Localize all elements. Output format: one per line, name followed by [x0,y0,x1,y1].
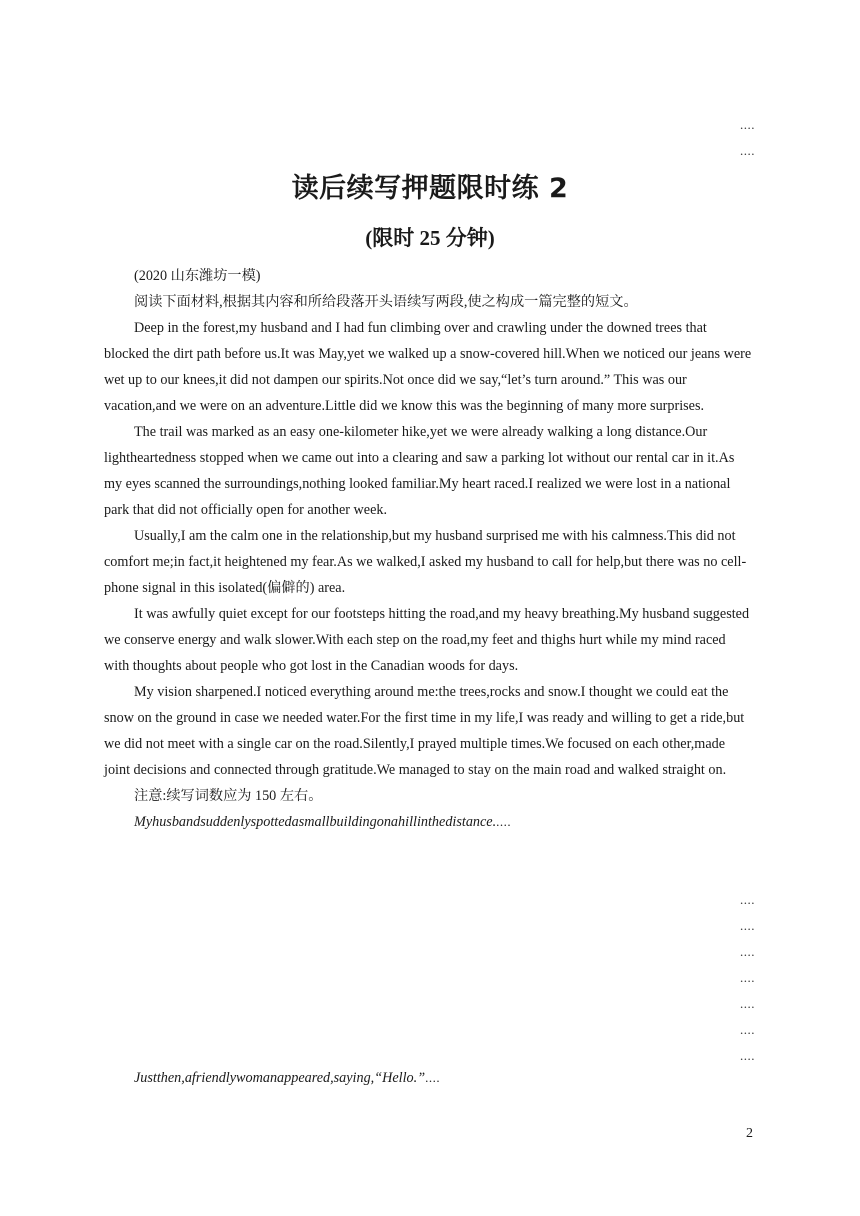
answer-line: .... [740,970,755,985]
word-count-note: 注意:续写词数应为 150 左右。 [134,788,323,804]
paragraph-4: It was awfully quiet except for our footsteps hitting the road,and my heavy breathing.My husband suggested we conserve energy and walk slower.With each step on the road,my feet and thighs hurt while my mind raced with thoughts about people who got lost in the Canadian woods for days. [104,606,750,674]
page-number: 2 [746,1126,753,1141]
top-dots-2: .... [740,143,755,158]
ending-prompt-1 [104,809,754,835]
paragraph-5: My vision sharpened.I noticed everything around me:the trees,rocks and snow.I thought we could eat the snow on the ground in case we needed water.For the first time in my life,I was ready and willing to get a ride,but we did not meet with a single car on the road.Silently,I prayed multiple times.We focused on each other,made joint decisions and connected through gratitude.We managed to stay on the main road and walked straight on. [104,684,745,778]
answer-lines [740,893,755,1075]
source-line: (2020 山东潍坊一模) [134,268,261,284]
answer-line: .... [740,1022,755,1037]
top-dots-1: .... [740,117,755,132]
answer-line: .... [740,944,755,959]
paragraph-3: Usually,I am the calm one in the relationship,but my husband surprised me with his calmness.This did not comfort me;in fact,it heightened my fear.As we walked,I asked my husband to call for help,but there was no cell-phone signal in this isolated(偏僻的) area. [104,528,747,596]
answer-line: .... [740,892,755,907]
answer-line: .... [740,1048,755,1063]
ending-prompt-2-dots: .... [425,1070,441,1085]
ending-prompt-1-dots: .... [496,814,512,829]
ending-prompt-2-text: Justthen,afriendlywomanappeared,saying,“Hello.” [134,1070,426,1086]
page-title: 读后续写押题限时练 2 [291,173,569,204]
ending-prompt-2 [134,1070,440,1087]
ending-prompt-1-text: Myhusbandsuddenlyspottedasmallbuildingonahillinthedistance. [134,814,497,830]
paragraph-1: Deep in the forest,my husband and I had fun climbing over and crawling under the downed trees that blocked the dirt path before us.It was May,yet we walked up a snow-covered hill.When we noticed our jeans were wet up to our knees,it did not dampen our spirits.Not once did we say,“let’s turn around.” This was our vacation,and we were on an adventure.Little did we know this was the beginning of many more surprises. [104,320,752,414]
document-body [104,263,754,835]
instruction-line: 阅读下面材料,根据其内容和所给段落开头语续写两段,使之构成一篇完整的短文。 [134,294,638,310]
answer-line: .... [740,996,755,1011]
page-subtitle: (限时 25 分钟) [365,226,495,250]
paragraph-2: The trail was marked as an easy one-kilometer hike,yet we were already walking a long distance.Our lightheartedness stopped when we came out into a clearing and saw a parking lot without our rental car in it.As my eyes scanned the surroundings,nothing looked familiar.My heart raced.I realized we were lost in a national park that did not officially open for another week. [104,424,735,518]
answer-line: .... [740,918,755,933]
